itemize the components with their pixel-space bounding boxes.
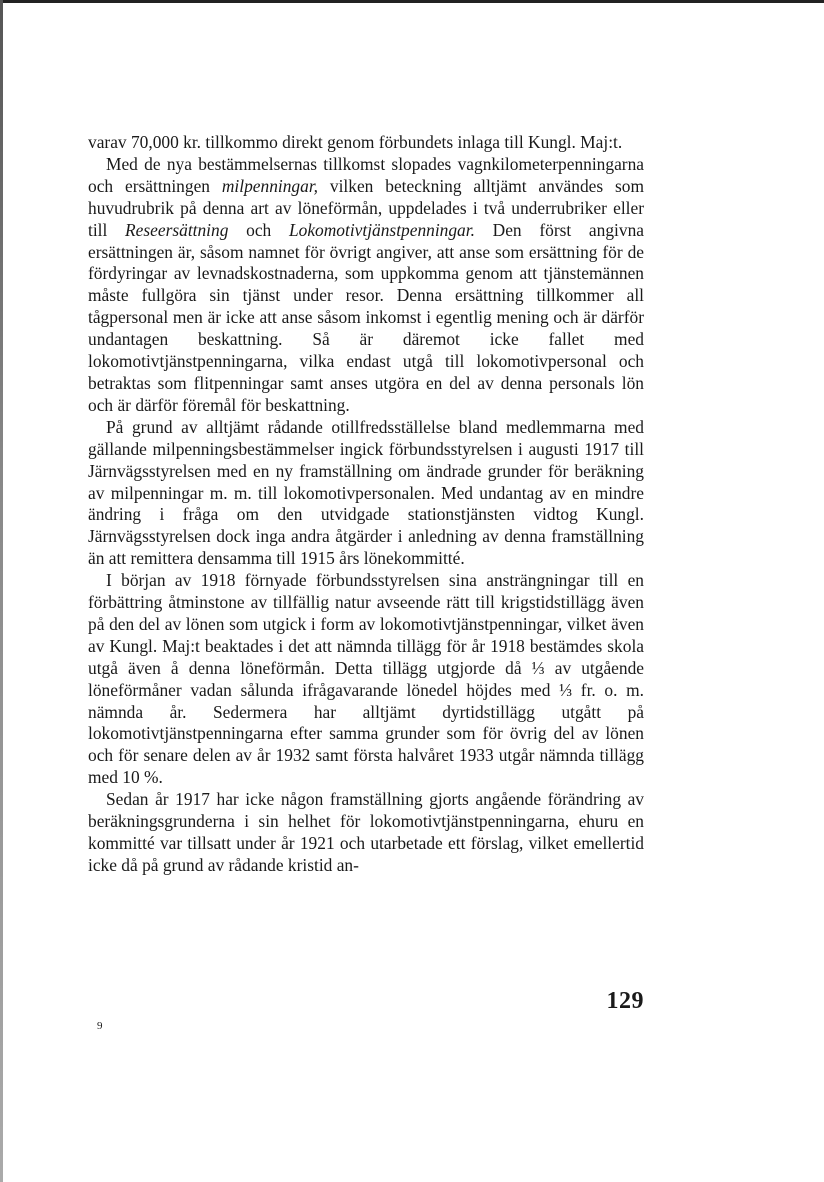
page-number: 129 [606,988,644,1014]
term-milpenningar: milpenningar, [221,175,319,196]
paragraph-2-text-c: och [228,219,289,240]
paragraph-4-text: I början av 1918 förnyade förbundsstyrelsen sina ansträngningar till en förbättring åtminstone av tillfällig natur avseende rätt till krigstidstillägg även på den del av lönen som utgick i form av lokomotivtjänstpenningar, vilket även av Kungl. Maj:t beaktades i det att nämnda tillägg för år 1918 bestämdes skola utgå även å denna löneförmån. Detta tillägg utgjorde då ⅓ av utgående löneförmåner vadan sålunda ifrågavarande lönedel höjdes med ⅓ fr. o. m. nämnda år. Sedermera har alltjämt dyrtidstillägg utgått på lokomotivtjänstpenningarna efter samma grunder som för övrig del av lönen och för senare delen av år 1932 samt första halvåret 1933 utgår nämnda tillägg med 10 %. [88,570,644,788]
paragraph-1-text: varav 70,000 kr. tillkommo direkt genom förbundets inlaga till Kungl. Maj:t. [88,132,623,152]
term-reseersattning: Reseersättning [125,219,229,240]
paragraph-5-text: Sedan år 1917 har icke någon framställning gjorts angående förändring av beräkningsgrunderna i sin helhet för lokomotivtjänstpenningarna, ehuru en kommitté var tillsatt under år 1921 och utarbetade ett förslag, vilket emellertid icke då på grund av rådande kristid an- [88,789,644,875]
signature-mark: 9 [97,1020,103,1032]
paragraph-2-text-b: vilken beteckning alltjämt användes som huvudrubrik på denna art av löneförmån, uppdelades i två underrubriker eller till [88,175,645,240]
paragraph-5 [88,789,644,877]
paragraph-4 [88,570,644,789]
body-text [88,132,644,877]
paragraph-1 [88,132,644,154]
scan-edge-top [0,0,824,3]
paragraph-3 [88,417,644,570]
paragraph-2 [88,154,644,417]
scan-edge-left [0,0,3,1182]
paragraph-2-text-d: Den först angivna ersättningen är, såsom namnet för övrigt angiver, att anse som ersättning för de fördyringar av levnadskostnaderna, som uppkomma genom att tjänstemännen måste fullgöra sin tjänst under resor. Denna ersättning tillkommer all tågpersonal men är icke att anse såsom inkomst i egentlig mening och är därför undantagen beskattning. Så är däremot icke fallet med lokomotivtjänstpenningarna, vilka endast utgå till lokomotivpersonal och betraktas som flitpenningar samt anses utgöra en del av denna personals lön och är därför föremål för beskattning. [88,219,644,415]
paragraph-3-text: På grund av alltjämt rådande otillfredsställelse bland medlemmarna med gällande milpenningsbestämmelser ingick förbundsstyrelsen i augusti 1917 till Järnvägsstyrelsen med en ny framställning om ändrade grunder för beräkning av milpenningar m. m. till lokomotivpersonalen. Med undantag av en mindre ändring i fråga om den utvidgade stationstjänsten vidtog Kungl. Järnvägsstyrelsen dock inga andra åtgärder i anledning av denna framställning än att remittera densamma till 1915 års lönekommitté. [88,416,644,569]
paragraph-2-text-a: Med de nya bestämmelsernas tillkomst slopades vagnkilometerpenningarna och ersättningen [88,153,644,196]
term-lokomotivtjanstpenningar: Lokomotivtjänstpenningar. [288,219,475,240]
